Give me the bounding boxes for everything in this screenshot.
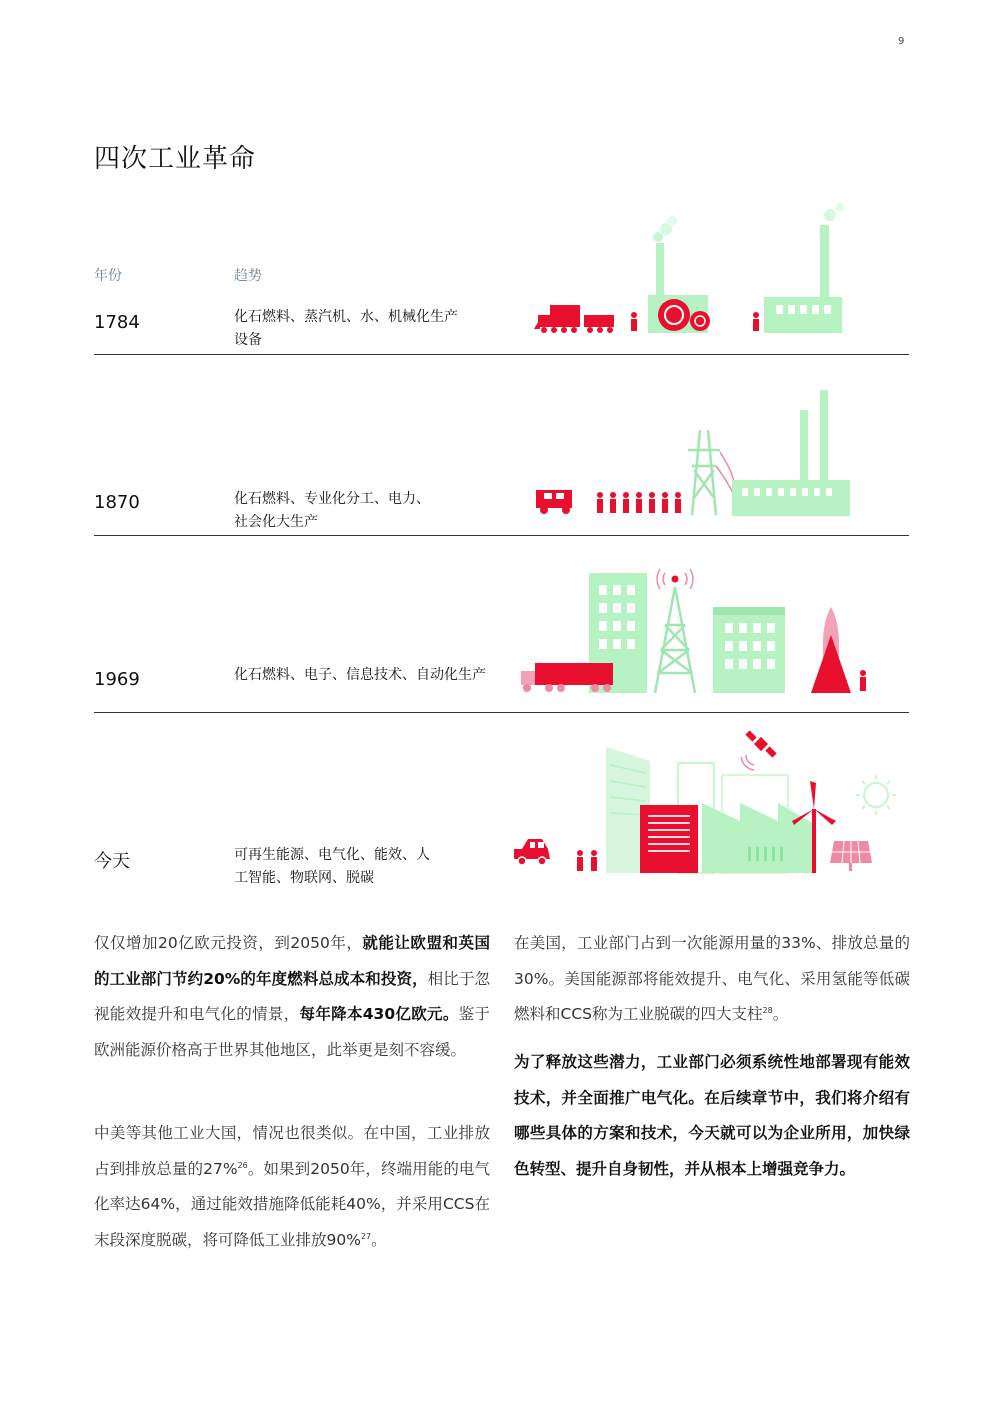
year-label: 1969 — [94, 669, 140, 690]
factory-icon — [764, 202, 845, 333]
year-label: 今天 — [94, 851, 130, 872]
satellite-icon — [741, 730, 777, 770]
factory-icon — [640, 803, 816, 873]
factory-icon — [732, 390, 850, 516]
paragraph-china: 中美等其他工业大国，情况也很类似。在中国，工业排放占到排放总量的27%$^{26}$。如果到2050年，终端用能的电气化率达64%，通过能效措施降低能耗40%，并采用CCS在末段深度脱碳，将可降低工业排放90%$^{27}$。 — [94, 1124, 490, 1249]
trend-label: 化石燃料、电子、信息技术、自动化生产 — [234, 667, 486, 683]
steam-train-icon — [534, 305, 614, 333]
sun-icon — [856, 775, 896, 815]
car-icon — [514, 839, 550, 865]
trend-label: 可再生能源、电气化、能效、人 工智能、物联网、脱碳 — [234, 847, 430, 886]
power-pylon-icon — [688, 430, 735, 515]
paragraph-usa: 在美国，工业部门占到一次能源用量的33%、排放总量的30%。美国能源部将能效提升、电气化、采用氢能等低碳燃料和CCS称为工业脱碳的四大支柱$^{28}$。 — [514, 934, 910, 1023]
trend-label: 化石燃料、蒸汽机、水、机械化生产 设备 — [234, 309, 458, 348]
illustration-today — [510, 725, 905, 875]
factory-icon — [648, 216, 710, 333]
office-building-icon — [713, 607, 785, 693]
illustration-1969 — [515, 565, 875, 700]
footnote-26: 26 — [237, 1160, 248, 1170]
footnote-27: 27 — [360, 1231, 372, 1241]
column-header-year: 年份 — [94, 268, 122, 284]
footnote-28: 28 — [762, 1005, 773, 1015]
person-icon — [860, 670, 866, 691]
rocket-icon — [811, 607, 851, 693]
person-icon — [577, 850, 597, 871]
trend-label: 化石燃料、专业化分工、电力、 社会化大生产 — [234, 491, 430, 530]
paragraph-eu-savings: 仅仅增加20亿欧元投资，到2050年，就能让欧盟和英国的工业部门节约20%的年度燃料总成本和投资，相比于忽视能效提升和电气化的情景，每年降本430亿欧元。鉴于欧洲能源价格高于世界其他地区，此举更是刻不容缓。 — [94, 934, 490, 1059]
column-header-trend: 趋势 — [234, 268, 262, 284]
truck-icon — [536, 490, 572, 514]
person-icon — [753, 312, 759, 331]
year-label: 1870 — [94, 492, 140, 513]
paragraph-call-to-action: 为了释放这些潜力，工业部门必须系统性地部署现有能效技术，并全面推广电气化。在后续章节中，我们将介绍有哪些具体的方案和技术，今天就可以为企业所用，加快绿色转型、提升自身韧性，并从根本上增强竞争力。 — [514, 1053, 910, 1178]
solar-panel-icon — [830, 841, 872, 871]
radio-tower-icon — [655, 569, 695, 693]
year-label: 1784 — [94, 312, 140, 333]
person-icon — [597, 492, 681, 513]
person-icon — [631, 312, 637, 331]
illustration-1784 — [530, 195, 860, 341]
page-title: 四次工业革命 — [94, 144, 257, 174]
page-number: 9 — [898, 36, 905, 47]
illustration-1870 — [530, 380, 860, 520]
